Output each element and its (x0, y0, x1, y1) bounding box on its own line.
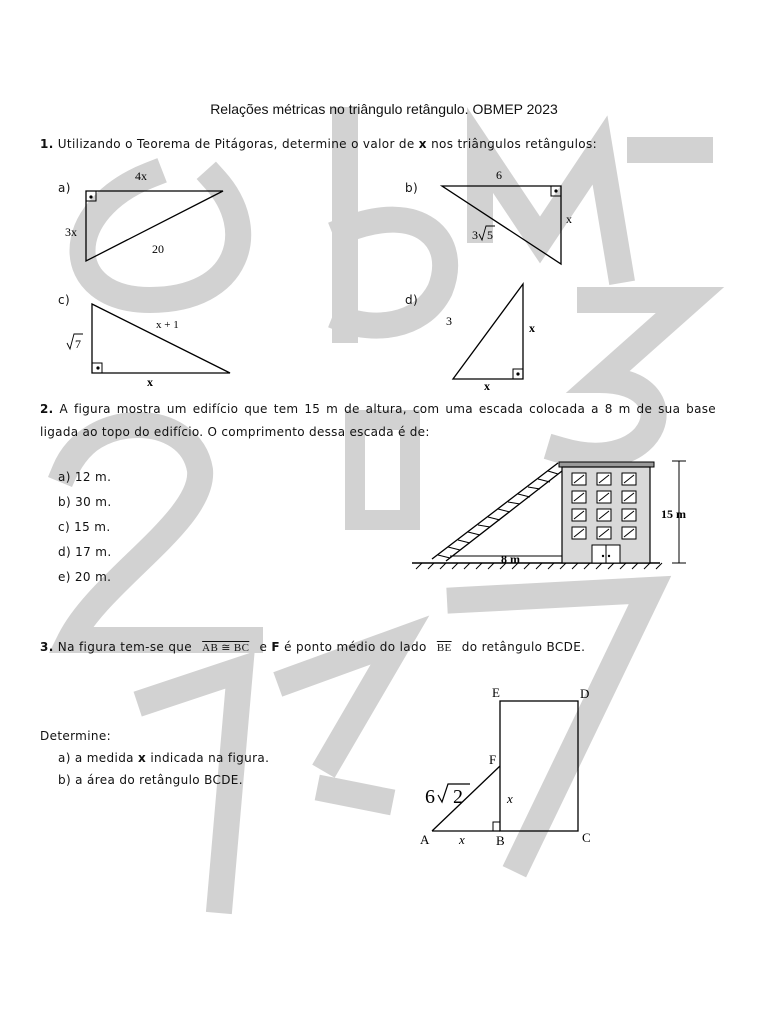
q1-text-before: Utilizando o Teorema de Pitágoras, determine o valor de (57, 137, 415, 151)
building-base-label: 8 m (501, 552, 520, 566)
q1-number: 1. (40, 137, 54, 151)
q2-option-b: b) 30 m. (58, 495, 112, 509)
q3-number: 3. (40, 640, 54, 654)
segment-ab-x-label: x (459, 832, 465, 847)
triangle-c-hyp-label: x + 1 (156, 319, 179, 331)
q3-item-a-var: x (138, 751, 147, 765)
triangle-c-bottom-label: x (147, 375, 153, 389)
q3-item-a-before: a) a medida (58, 751, 134, 765)
triangle-b (430, 160, 590, 270)
q1-statement (40, 137, 597, 151)
q3-point: F (271, 640, 280, 654)
triangle-b-hyp-coef: 3 (472, 228, 478, 242)
hyp-rad-label: 2 (453, 786, 463, 808)
q2-text: A figura mostra um edifício que tem 15 m de altura, com uma escada colocada a 8 m de sua base ligada ao topo do edifício. O comprimento dessa escada é de: (40, 402, 716, 439)
rectangle-figure (410, 680, 610, 855)
triangle-d (440, 280, 550, 395)
segment-be-x-label: x (507, 791, 513, 806)
q3-determine: Determine: (40, 729, 111, 743)
page-title: Relações métricas no triângulo retângulo. OBMEP 2023 (210, 101, 558, 117)
q1-text-after: nos triângulos retângulos: (431, 137, 597, 151)
q2-statement (40, 398, 716, 444)
q2-option-d: d) 17 m. (58, 545, 112, 559)
hyp-coef-label: 6 (425, 786, 435, 808)
triangle-b-top-label: 6 (496, 168, 502, 182)
q3-text-before: Na figura tem-se que (57, 640, 192, 654)
q3-item-a-after: indicada na figura. (150, 751, 270, 765)
triangle-a-hyp-label: 20 (152, 242, 164, 256)
triangle-d-right-label: x (529, 321, 535, 335)
q3-text-mid-1: e (259, 640, 268, 654)
q1-label-c: c) (58, 293, 70, 307)
triangle-b-hyp-rad: 5 (487, 228, 493, 242)
building-height-label: 15 m (661, 507, 686, 521)
q3-text-mid-2: é ponto médio do lado (284, 640, 427, 654)
q3-segment: $\overline{BE}$ (436, 642, 452, 654)
q1-label-d: d) (405, 293, 418, 307)
q3-item-b: b) a área do retângulo BCDE. (58, 773, 243, 787)
triangle-d-hyp-label: 3 (446, 314, 452, 328)
q1-label-b: b) (405, 181, 418, 195)
point-d-label: D (580, 686, 590, 701)
watermark-arrow (290, 640, 400, 760)
q2-option-e: e) 20 m. (58, 570, 112, 584)
triangle-c (62, 295, 242, 390)
triangle-a-top-label: 4x (135, 169, 147, 183)
point-c-label: C (582, 830, 591, 845)
triangle-c-left-rad: 7 (75, 337, 81, 351)
triangle-d-bottom-label: x (484, 379, 490, 393)
triangle-a (55, 160, 245, 270)
q3-item-a (58, 751, 269, 765)
triangle-b-right-label: x (566, 212, 572, 226)
q3-text-after: do retângulo BCDE. (461, 640, 586, 654)
building-figure (410, 455, 710, 575)
watermark-bar (330, 790, 380, 800)
point-a-label: A (420, 832, 430, 847)
q2-number: 2. (40, 402, 54, 416)
q1-variable: x (418, 137, 427, 151)
point-e-label: E (492, 685, 500, 700)
q2-option-a: a) 12 m. (58, 470, 112, 484)
q1-label-a: a) (58, 181, 71, 195)
q3-congruence: AB ≅ BC (202, 642, 250, 654)
q2-option-c: c) 15 m. (58, 520, 111, 534)
point-f-label: F (489, 752, 497, 767)
point-b-label: B (496, 833, 505, 848)
triangle-a-left-label: 3x (65, 225, 77, 239)
q3-statement (40, 640, 585, 654)
